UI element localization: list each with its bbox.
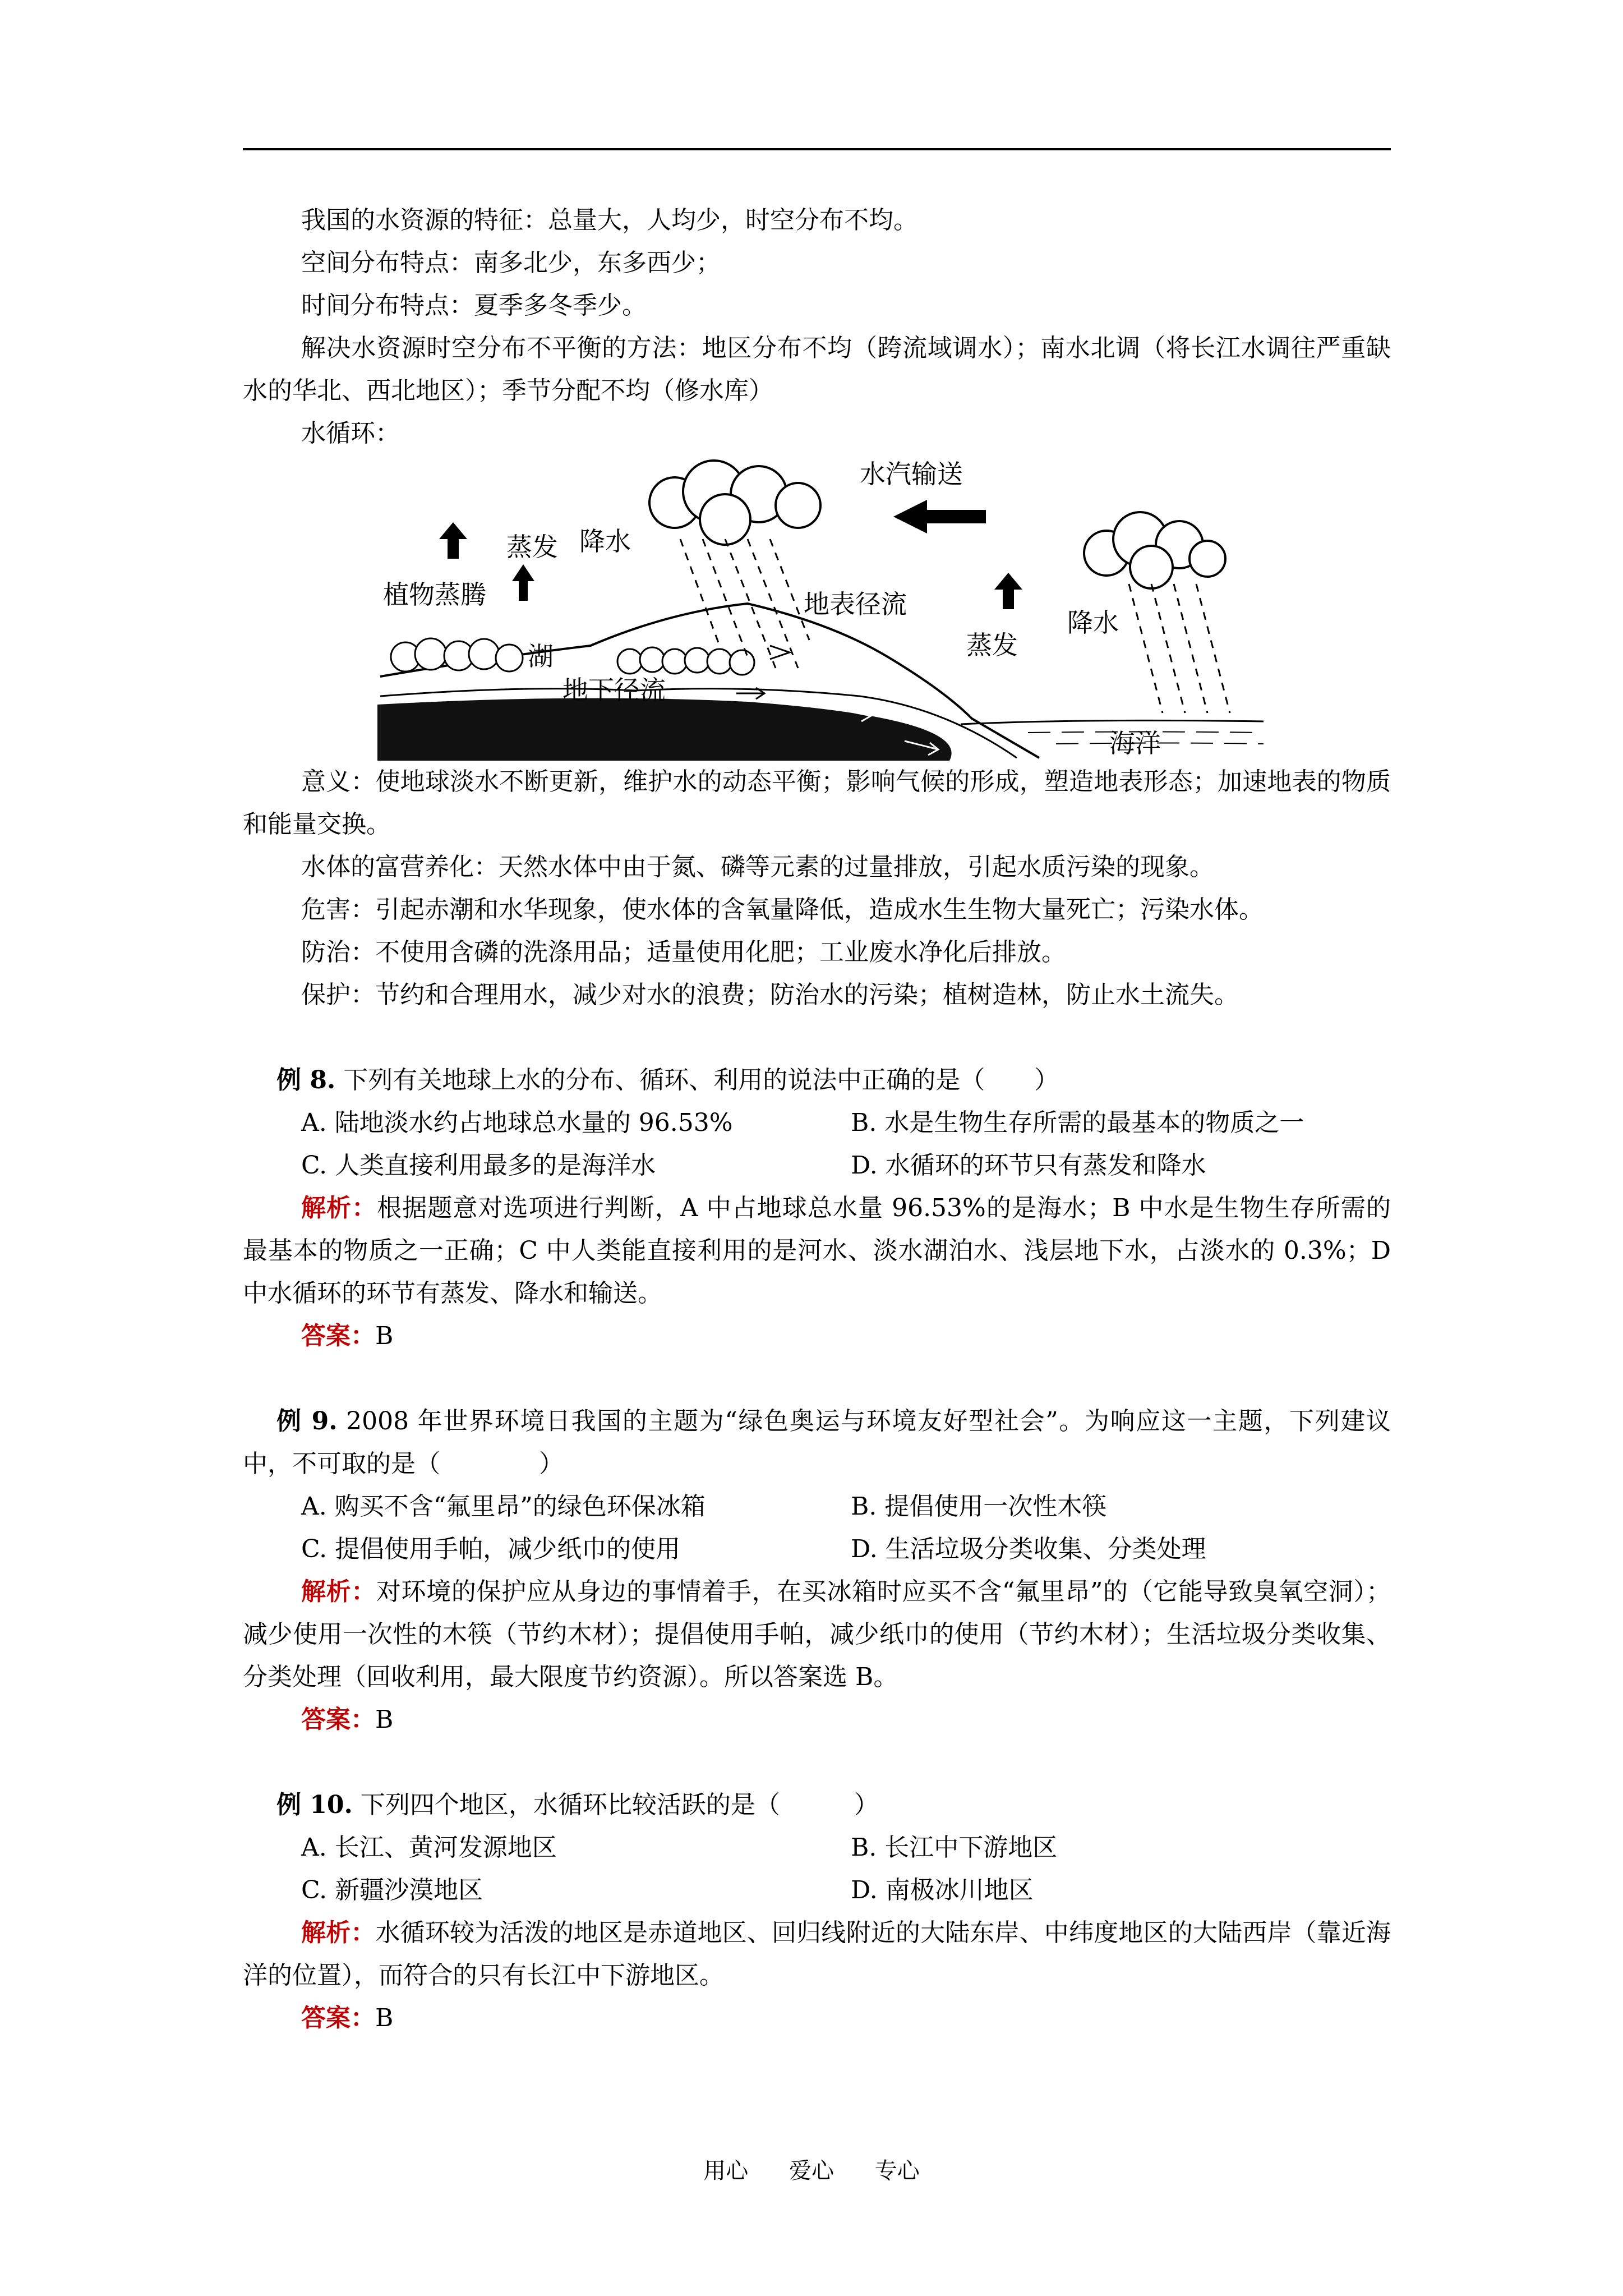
analysis-text: 根据题意对选项进行判断，A 中占地球总水量 96.53%的是海水；B 中水是生物生存所需的最基本的物质之一正确；C 中人类能直接利用的是河水、淡水湖泊水、浅层地下水，占淡水的 0.3%；D 中水循环的环节有蒸发、降水和输送。: [243, 1194, 1391, 1308]
options-row: [243, 1102, 1391, 1144]
label-lake: 湖: [528, 641, 554, 671]
evaporation-arrow-sea: [994, 573, 1022, 609]
rain-right: [1129, 584, 1230, 713]
answer-label: 答案：: [301, 1322, 375, 1350]
answer-value: B: [375, 1322, 394, 1350]
analysis-paragraph: [243, 1187, 1391, 1315]
question-text: 下列四个地区，水循环比较活跃的是（ ）: [360, 1791, 879, 1819]
analysis-label: 解析：: [301, 1918, 376, 1947]
options-row: [243, 1485, 1391, 1528]
example-number: 例 9.: [276, 1407, 338, 1435]
example-question: [243, 1784, 1391, 1826]
analysis-label: 解析：: [301, 1577, 376, 1606]
question-text: 下列有关地球上水的分布、循环、利用的说法中正确的是（ ）: [343, 1066, 1059, 1094]
protection-paragraph: 保护：节约和合理用水，减少对水的浪费；防治水的污染；植树造林，防止水土流失。: [301, 981, 1239, 1009]
example-number: 例 8.: [276, 1066, 336, 1094]
option-d: D. 水循环的环节只有蒸发和降水: [851, 1151, 1206, 1180]
land-mass: [377, 698, 952, 761]
options-row: [243, 1144, 1391, 1187]
vapor-arrow: [893, 500, 986, 533]
option-b: B. 水是生物生存所需的最基本的物质之一: [851, 1108, 1304, 1137]
label-surface-runoff: 地表径流: [804, 589, 907, 619]
label-ocean: 海洋: [1109, 728, 1161, 758]
label-evaporation-sea: 蒸发: [966, 630, 1018, 660]
answer-value: B: [375, 1705, 394, 1734]
transpiration-arrow: [439, 522, 467, 559]
intro-paragraph: 空间分布特点：南多北少，东多西少；: [301, 249, 721, 277]
footer-text: 爱心: [789, 2158, 834, 2184]
example-question: [243, 1400, 1391, 1485]
answer-value: B: [375, 2004, 394, 2032]
prevention-paragraph: 防治：不使用含磷的洗涤用品；适量使用化肥；工业废水净化后排放。: [301, 938, 1066, 967]
label-transpiration: 植物蒸腾: [383, 579, 486, 610]
analysis-text: 水循环较为活泼的地区是赤道地区、回归线附近的大陆东岸、中纬度地区的大陆西岸（靠近海洋的位置），而符合的只有长江中下游地区。: [243, 1918, 1391, 1990]
sea-surface: [961, 720, 1264, 724]
surface-flow-arrow: [770, 646, 790, 659]
options-row: [243, 1528, 1391, 1571]
option-a: A. 购买不含“氟里昂”的绿色环保冰箱: [301, 1492, 706, 1521]
harm-paragraph: 危害：引起赤潮和水华现象，使水体的含氧量降低，造成水生生物大量死亡；污染水体。: [301, 895, 1264, 924]
evaporation-arrow: [512, 564, 534, 601]
header-rule: [243, 148, 1391, 150]
intro-paragraph: 时间分布特点：夏季多冬季少。: [301, 291, 647, 320]
water-cycle-illustration: [243, 455, 1391, 761]
option-c: C. 新疆沙漠地区: [301, 1876, 483, 1904]
answer-label: 答案：: [301, 2004, 375, 2032]
example-question: [243, 1059, 1391, 1102]
label-evaporation: 蒸发: [506, 532, 558, 562]
intro-paragraph: 水循环：: [301, 419, 400, 448]
option-a: A. 长江、黄河发源地区: [301, 1833, 557, 1862]
option-b: B. 提倡使用一次性木筷: [851, 1492, 1107, 1521]
options-row: [243, 1826, 1391, 1869]
example-9: [243, 1400, 1391, 1741]
page-footer: [0, 2153, 1623, 2185]
cloud-right: [1084, 512, 1225, 588]
answer-line: [243, 1997, 1391, 2040]
option-d: D. 南极冰川地区: [851, 1876, 1034, 1904]
analysis-text: 对环境的保护应从身边的事情着手，在买冰箱时应买不含“氟里昂”的（它能导致臭氧空洞）；减少使用一次性的木筷（节约木材）；提倡使用手帕，减少纸巾的使用（节约木材）；生活垃圾分类收集、分类处理（回收利用，最大限度节约资源）。所以答案选 B。: [243, 1577, 1391, 1691]
example-number: 例 10.: [276, 1791, 353, 1819]
option-c: C. 人类直接利用最多的是海洋水: [301, 1151, 656, 1180]
option-a: A. 陆地淡水约占地球总水量的 96.53%: [301, 1108, 733, 1137]
example-10: [243, 1784, 1391, 2040]
trees: [391, 638, 754, 675]
footer-text: 用心: [703, 2158, 749, 2184]
label-vapor-transport: 水汽输送: [860, 459, 963, 489]
option-c: C. 提倡使用手帕，减少纸巾的使用: [301, 1535, 681, 1563]
option-b: B. 长江中下游地区: [851, 1833, 1058, 1862]
options-row: [243, 1869, 1391, 1912]
intro-paragraph: 我国的水资源的特征：总量大，人均少，时空分布不均。: [301, 206, 918, 234]
option-d: D. 生活垃圾分类收集、分类处理: [851, 1535, 1206, 1563]
cloud-left: [649, 461, 820, 545]
label-groundwater-runoff: 地下径流: [562, 675, 666, 705]
eutrophication-paragraph: 水体的富营养化：天然水体中由于氮、磷等元素的过量排放，引起水质污染的现象。: [301, 853, 1214, 881]
intro-paragraph: 解决水资源时空分布不平衡的方法：地区分布不均（跨流域调水）；南水北调（将长江水调往严重缺水的华北、西北地区）；季节分配不均（修水库）: [243, 334, 1391, 405]
label-precipitation-sea: 降水: [1067, 608, 1119, 638]
significance-paragraph: 意义：使地球淡水不断更新，维护水的动态平衡；影响气候的形成，塑造地表形态；加速地表的物质和能量交换。: [243, 767, 1391, 839]
answer-line: [243, 1699, 1391, 1741]
answer-line: [243, 1315, 1391, 1358]
question-text: 2008 年世界环境日我国的主题为“绿色奥运与环境友好型社会”。为响应这一主题，下列建议中，不可取的是（ ）: [243, 1407, 1391, 1478]
answer-label: 答案：: [301, 1705, 375, 1734]
water-cycle-diagram: [243, 455, 1391, 761]
example-8: [243, 1059, 1391, 1358]
analysis-label: 解析：: [301, 1194, 377, 1222]
analysis-paragraph: [243, 1571, 1391, 1699]
label-precipitation: 降水: [579, 526, 631, 556]
document-body: [243, 199, 1391, 2040]
footer-text: 专心: [874, 2158, 920, 2184]
analysis-paragraph: [243, 1912, 1391, 1997]
